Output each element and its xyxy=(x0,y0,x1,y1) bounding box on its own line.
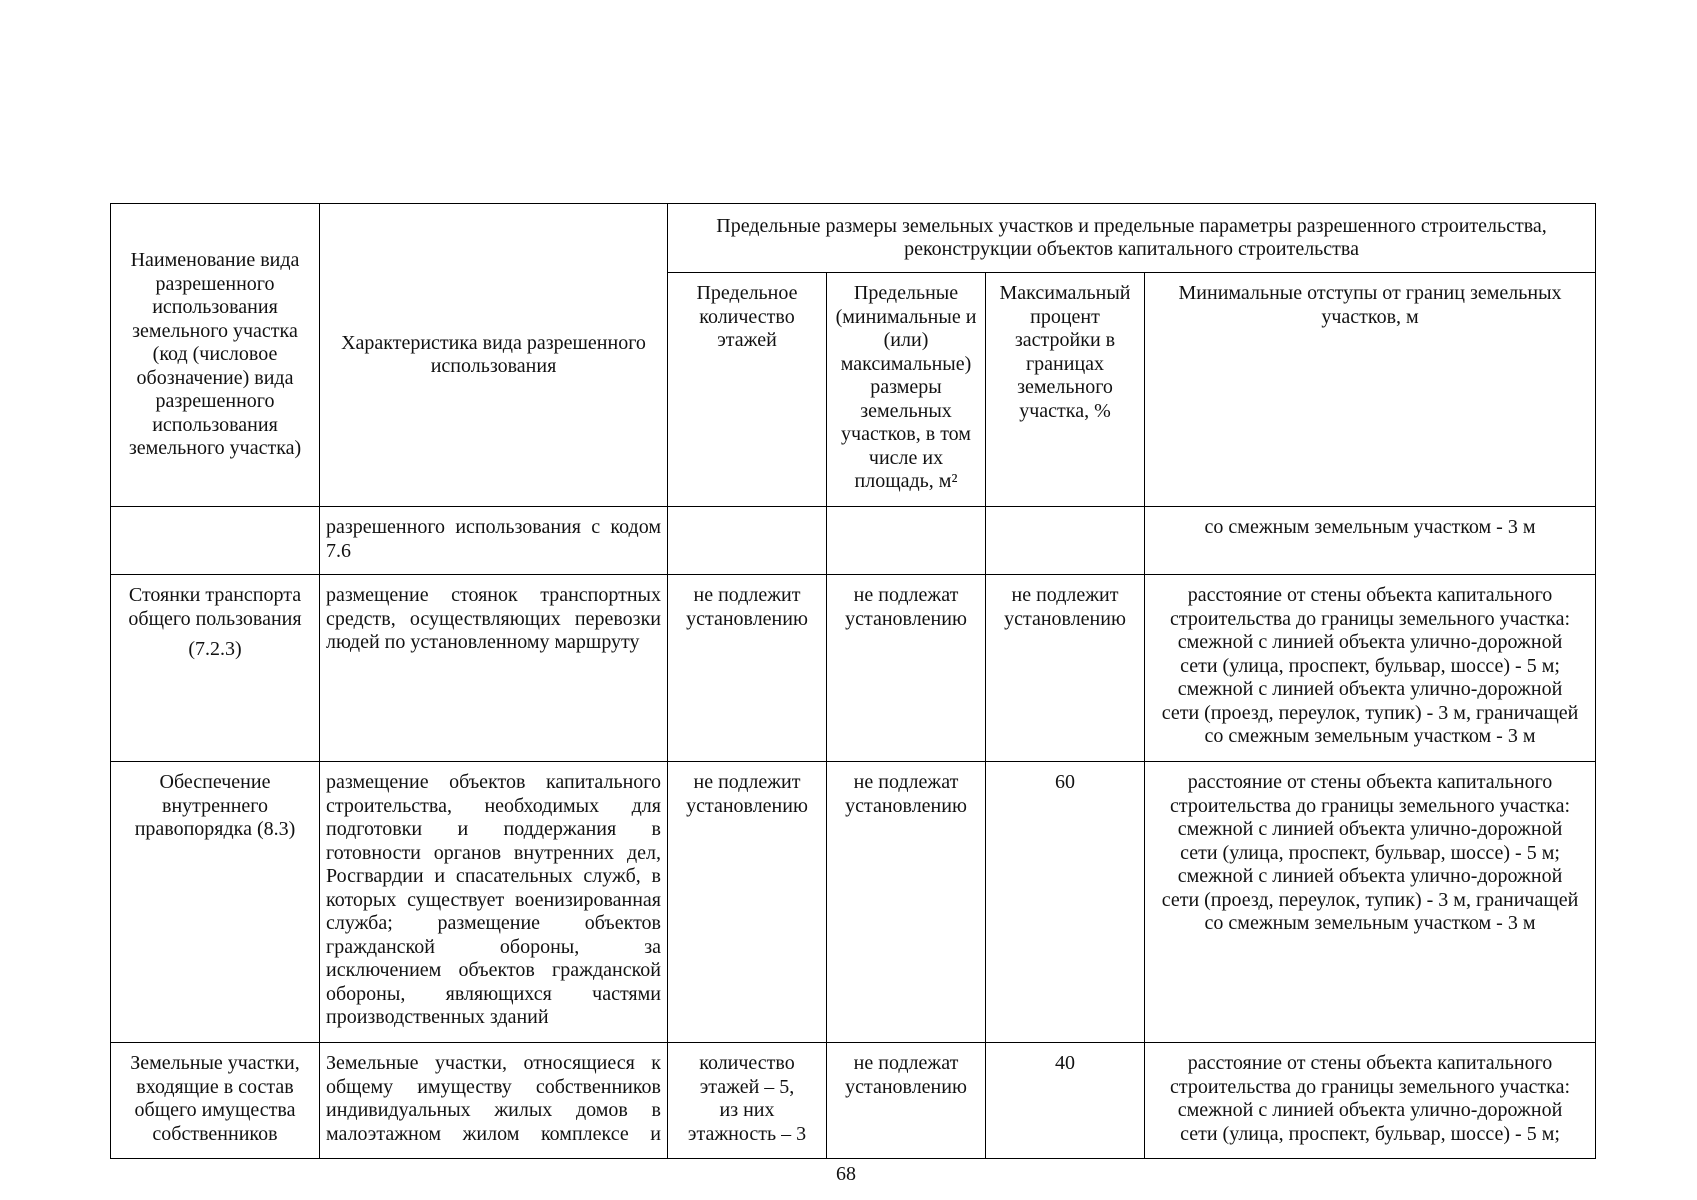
header-row xyxy=(111,204,1596,273)
text-line: не подлежат xyxy=(853,1052,959,1074)
text-line: сети (проезд, переулок, тупик) - 3 м, граничащей xyxy=(1161,701,1579,724)
cell-floors xyxy=(668,1043,827,1159)
cell-coverage xyxy=(986,762,1145,1043)
text-line: исключением объектов гражданской xyxy=(326,959,661,981)
text-line: обозначение) вида xyxy=(136,366,294,389)
text-line: сети (улица, проспект, бульвар, шоссе) - 5 м; xyxy=(1180,1122,1560,1145)
text-line: количество xyxy=(699,1052,795,1074)
cell-setbacks xyxy=(1145,575,1596,762)
text-line: размещение стоянок транспортных xyxy=(326,584,661,606)
text-line: собственников xyxy=(152,1122,278,1145)
text-line: реконструкции объектов капитального строительства xyxy=(904,238,1359,260)
cell-characteristic xyxy=(320,762,668,1043)
header-limits-group xyxy=(668,204,1596,273)
text-line: гражданской обороны, за xyxy=(326,935,661,958)
cell-coverage xyxy=(986,507,1145,575)
text-line: земельного участка) xyxy=(128,437,302,460)
text-line: использования xyxy=(152,296,278,319)
text-line: максимальные) xyxy=(840,352,972,375)
cell-plot-size xyxy=(827,507,986,575)
header-floors xyxy=(668,273,827,507)
text-line: правопорядка (8.3) xyxy=(134,818,296,840)
text-line: участка, % xyxy=(1019,399,1111,422)
text-line: застройки в xyxy=(1014,329,1116,351)
text-line: расстояние от стены объекта капитального xyxy=(1187,1052,1553,1074)
text-line: установлению xyxy=(686,607,808,630)
cell-use-name xyxy=(111,762,320,1043)
text-line: Предельные xyxy=(853,282,959,304)
text-line: площадь, м² xyxy=(854,470,958,492)
text-line: земельного участка xyxy=(132,319,298,342)
text-line: готовности органов внутренних дел, xyxy=(326,841,661,864)
text-line: (или) xyxy=(883,329,929,351)
text-line: 7.6 xyxy=(326,539,351,562)
cell-coverage xyxy=(986,575,1145,762)
text-line: Росгвардии и спасательных служб, в xyxy=(326,865,661,887)
cell-plot-size xyxy=(827,762,986,1043)
cell-setbacks xyxy=(1145,507,1596,575)
text-line: числе их xyxy=(868,446,944,469)
header-characteristic xyxy=(320,204,668,507)
table-row xyxy=(111,762,1596,1043)
text-line: Предельное xyxy=(696,282,798,304)
text-line: использования xyxy=(152,413,278,436)
text-line: участков, в том xyxy=(841,423,971,445)
text-line: сети (улица, проспект, бульвар, шоссе) - 5 м; xyxy=(1180,841,1560,864)
cell-plot-size xyxy=(827,1043,986,1159)
page-number: 68 xyxy=(836,1163,856,1185)
header-plot-size xyxy=(827,273,986,507)
text-line: расстояние от стены объекта капитального xyxy=(1187,771,1553,793)
text-line: строительства до границы земельного участка: xyxy=(1170,1075,1571,1098)
text-line: строительства до границы земельного участка: xyxy=(1170,794,1571,817)
table-row xyxy=(111,1043,1596,1159)
text-line: сети (улица, проспект, бульвар, шоссе) - 5 м; xyxy=(1180,654,1560,677)
text-line: из них xyxy=(719,1099,775,1121)
text-line: Предельные размеры земельных участков и предельные параметры разрешенного строительства, xyxy=(716,214,1547,237)
text-line: использования xyxy=(430,355,557,377)
text-line: Наименование вида xyxy=(130,249,300,272)
cell-use-name xyxy=(111,575,320,762)
text-line: Земельные участки, относящиеся к xyxy=(326,1052,661,1074)
text-line: людей по установленному маршруту xyxy=(326,631,640,653)
text-line: установлению xyxy=(1004,607,1126,630)
use-code: (7.2.3) xyxy=(188,638,242,660)
text-line: со смежным земельным участком - 3 м xyxy=(1204,516,1536,538)
cell-characteristic xyxy=(320,1043,668,1159)
cell-setbacks xyxy=(1145,762,1596,1043)
text-line: служба; размещение объектов xyxy=(326,912,661,934)
text-line: (минимальные и xyxy=(835,305,977,328)
text-line: смежной с линией объекта улично-дорожной xyxy=(1177,678,1563,700)
cell-floors xyxy=(668,507,827,575)
header-coverage xyxy=(986,273,1145,507)
text-line: процент xyxy=(1030,305,1100,328)
text-line: Обеспечение xyxy=(159,771,271,793)
text-line: Характеристика вида разрешенного xyxy=(341,331,646,354)
cell-floors xyxy=(668,575,827,762)
text-line: размеры xyxy=(870,376,942,398)
text-line: этажей xyxy=(717,329,777,351)
text-line: расстояние от стены объекта капитального xyxy=(1187,584,1553,606)
text-line: установлению xyxy=(686,794,808,817)
header-setbacks xyxy=(1145,273,1596,507)
cell-use-name xyxy=(111,1043,320,1159)
text-line: установлению xyxy=(845,794,967,817)
cell-floors xyxy=(668,762,827,1043)
text-line: земельных xyxy=(860,399,952,422)
table-row xyxy=(111,575,1596,762)
text-line: общему имуществу собственников xyxy=(326,1075,661,1098)
text-line: Земельные участки, xyxy=(130,1052,300,1074)
text-line: границах xyxy=(1025,352,1105,375)
text-line: смежной с линией объекта улично-дорожной xyxy=(1177,631,1563,653)
text-line: (код (числовое xyxy=(152,343,278,366)
text-line: средств, осуществляющих перевозки xyxy=(326,607,661,630)
text-line: количество xyxy=(699,305,795,328)
text-line: общего пользования xyxy=(128,607,302,630)
text-line: малоэтажном жилом комплексе и xyxy=(326,1122,661,1145)
text-line: установлению xyxy=(845,1075,967,1098)
text-line: этажей – 5, xyxy=(699,1075,795,1098)
text-line: со смежным земельным участком - 3 м xyxy=(1204,912,1536,934)
text-line: разрешенного использования с кодом xyxy=(326,516,661,538)
cell-coverage xyxy=(986,1043,1145,1159)
text-line: смежной с линией объекта улично-дорожной xyxy=(1177,818,1563,840)
text-line: не подлежит xyxy=(693,771,801,793)
text-line: обороны, являющихся частями xyxy=(326,982,661,1005)
text-line: не подлежит xyxy=(1011,584,1119,606)
text-line: входящие в состав xyxy=(136,1075,294,1098)
text-line: общего имущества xyxy=(134,1099,296,1121)
text-line: смежной с линией объекта улично-дорожной xyxy=(1177,865,1563,887)
cell-plot-size xyxy=(827,575,986,762)
text-line: этажность – 3 xyxy=(687,1122,807,1145)
text-line: строительства до границы земельного участка: xyxy=(1170,607,1571,630)
text-line: строительства, необходимых для xyxy=(326,794,661,817)
text-line: 40 xyxy=(1055,1052,1075,1074)
cell-characteristic xyxy=(320,507,668,575)
text-line: Стоянки транспорта xyxy=(128,584,302,606)
text-line: индивидуальных жилых домов в xyxy=(326,1099,661,1121)
text-line: не подлежат xyxy=(853,771,959,793)
text-line: участков, м xyxy=(1321,305,1419,328)
text-line: смежной с линией объекта улично-дорожной xyxy=(1177,1099,1563,1121)
text-line: 60 xyxy=(1055,771,1075,793)
cell-use-name xyxy=(111,507,320,575)
text-line: разрешенного xyxy=(155,390,275,413)
text-line: Максимальный xyxy=(999,282,1131,304)
text-line: производственных зданий xyxy=(326,1006,549,1028)
text-line: внутреннего xyxy=(162,794,268,817)
text-line: Минимальные отступы от границ земельных xyxy=(1178,282,1562,304)
text-line: со смежным земельным участком - 3 м xyxy=(1204,725,1536,747)
text-line: подготовки и поддержания в xyxy=(326,818,661,840)
cell-setbacks xyxy=(1145,1043,1596,1159)
text-line: разрешенного xyxy=(155,272,275,295)
cell-characteristic xyxy=(320,575,668,762)
text-line: сети (проезд, переулок, тупик) - 3 м, граничащей xyxy=(1161,888,1579,911)
text-line: которых существует военизированная xyxy=(326,888,661,911)
text-line: земельного xyxy=(1017,376,1113,398)
header-use-name xyxy=(111,204,320,507)
table-row xyxy=(111,507,1596,575)
text-line: не подлежит xyxy=(693,584,801,606)
text-line: размещение объектов капитального xyxy=(326,771,661,793)
text-line: не подлежат xyxy=(853,584,959,606)
text-line: установлению xyxy=(845,607,967,630)
zoning-regulations-table xyxy=(110,203,1596,1159)
